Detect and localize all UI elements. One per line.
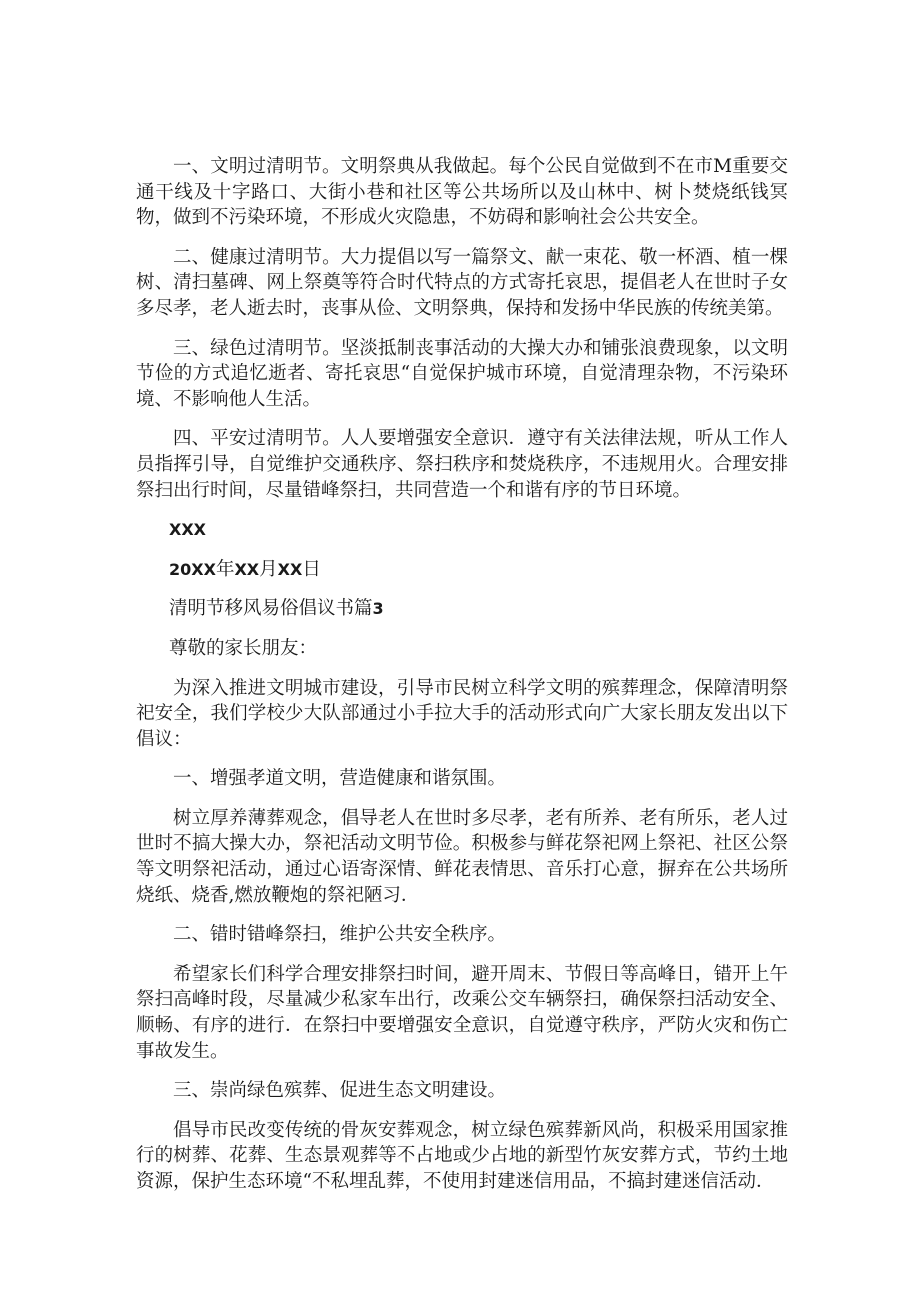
heading-green-burial: 三、崇尚绿色殡葬、促进生态文明建设。 xyxy=(173,1080,507,1102)
paragraph-green-burial: 倡导市民改变传统的骨灰安葬观念，树立绿色殡葬新风尚，积极采用国家推行的树葬、花葬、生态景观葬等不占地或少占地的新型竹灰安葬方式，节约土地资源，保护生态环境“不私埋乱葬，不使用封建迷信用品，不搞封建迷信活动． xyxy=(136,1119,788,1192)
paragraph-safe: 四、平安过清明节。人人要增强安全意识．遵守有关法律法规，听从工作人员指挥引导，自觉维护交通秩序、祭扫秩序和焚烧秩序，不违规用火。合理安排祭扫出行时间，尽量错峰祭扫，共同营造一个和谐有序的节日环境。 xyxy=(136,428,788,501)
signature-name: XXX xyxy=(169,520,207,540)
document-page xyxy=(136,154,788,1195)
heading-staggered-visits: 二、错时错峰祭扫，维护公共安全秩序。 xyxy=(173,924,507,946)
date-day: XX xyxy=(277,559,303,579)
date-month-char: 月 xyxy=(259,558,278,580)
date-year-char: 年 xyxy=(215,558,235,580)
greeting: 尊敬的家长朋友： xyxy=(169,637,318,659)
heading-filial-piety: 一、增强孝道文明，营造健康和谐氛围。 xyxy=(173,768,507,790)
signature-date xyxy=(136,557,788,583)
section-title-text: 清明节移风易俗倡议书篇 xyxy=(169,598,373,620)
paragraph-staggered-visits: 希望家长们科学合理安排祭扫时间，避开周末、节假日等高峰日，错开上午祭扫高峰时段，尽量减少私家车出行，改乘公交车辆祭扫，确保祭扫活动安全、顺畅、有序的进行．在祭扫中要增强安全意识，自觉遵守秩序，严防火灾和伤亡事故发生。 xyxy=(136,963,788,1062)
paragraph-intro: 为深入推进文明城市建设，引导市民树立科学文明的殡葬理念，保障清明祭祀安全，我们学校少大队部通过小手拉大手的活动形式向广大家长朋友发出以下倡议： xyxy=(136,677,788,750)
date-year: 20XX xyxy=(169,559,216,579)
section-title-number: 3 xyxy=(372,599,384,619)
paragraph-civilized: 一、文明过清明节。文明祭典从我做起。每个公民自觉做到不在市M重要交通干线及十字路口、大街小巷和社区等公共场所以及山林中、树卜焚烧纸钱冥物，做到不污染环境，不形成火灾隐患，不妨碍和影响社会公共安全。 xyxy=(136,156,788,229)
paragraph-filial-piety: 树立厚养薄葬观念，倡导老人在世时多尽孝，老有所养、老有所乐，老人过世时不搞大操大办，祭祀活动文明节俭。积极参与鲜花祭祀网上祭祀、社区公祭等文明祭祀活动，通过心语寄深情、鲜花表情思、音乐打心意，摒弃在公共场所烧纸、烧香,燃放鞭炮的祭祀陋习． xyxy=(136,807,788,906)
section-title xyxy=(136,596,788,622)
paragraph-healthy: 二、健康过清明节。大力提倡以写一篇祭文、献一束花、敬一杯酒、植一棵树、清扫墓碑、网上祭奠等符合时代特点的方式寄托哀思，提倡老人在世时子女多尽孝，老人逝去时，丧事从俭、文明祭典，保持和发扬中华民族的传统美第。 xyxy=(136,246,788,319)
date-day-char: 日 xyxy=(302,558,321,580)
date-month: XX xyxy=(234,559,260,579)
paragraph-green: 三、绿色过清明节。坚淡抵制丧事活动的大操大办和铺张浪费现象，以文明节俭的方式追忆逝者、寄托哀思“自觉保护城市环境，自觉清理杂物，不污染环境、不影响他人生活。 xyxy=(136,337,788,410)
